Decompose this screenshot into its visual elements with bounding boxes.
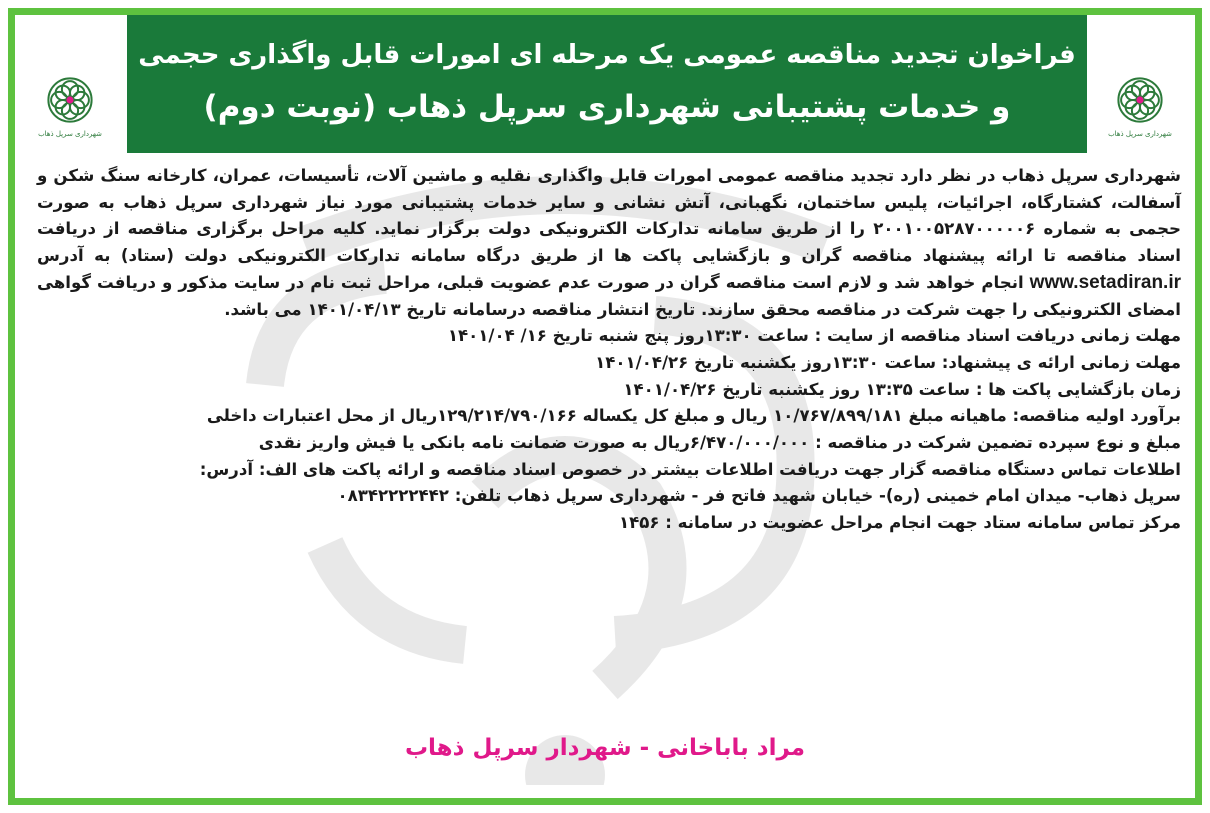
support-center-line: مرکز تماس سامانه ستاد جهت انجام مراحل عضویت در سامانه : ۱۴۵۶ — [618, 513, 1181, 533]
logo-caption: شهرداری سرپل ذهاب — [38, 130, 102, 138]
paragraph-part-2: انجام خواهد شد و لازم است مناقصه گران در صورت عدم عضویت قبلی، مراحل ثبت نام در سایت مذکور و دریافت گواهی امضای الکترونیکی را جهت شرکت در مناقصه محقق سازند. تاریخ انتشار مناقصه درسامانه تاریخ ۱۴۰۱/۰۴/۱۳ می باشد. — [37, 272, 1181, 319]
main-paragraph — [37, 163, 1181, 323]
document-deadline-line: مهلت زمانی دریافت اسناد مناقصه از سایت : ساعت ۱۳:۳۰روز پنج شنبه تاریخ ۱۶/ ۱۴۰۱/۰۴ — [447, 326, 1181, 346]
municipality-logo-right — [1107, 73, 1173, 151]
announcement-body — [37, 163, 1181, 537]
flower-logo-icon — [43, 73, 97, 127]
opening-time-line: زمان بازگشایی پاکت ها : ساعت ۱۳:۳۵ روز یکشنبه تاریخ ۱۴۰۱/۰۴/۲۶ — [623, 379, 1181, 399]
mayor-signature: مراد باباخانی - شهردار سرپل ذهاب — [404, 735, 806, 761]
proposal-deadline-line: مهلت زمانی ارائه ی پیشنهاد: ساعت ۱۳:۳۰روز یکشنبه تاریخ ۱۴۰۱/۰۴/۲۶ — [595, 352, 1181, 372]
municipality-logo-left — [37, 73, 103, 151]
title-line-2: و خدمات پشتیبانی شهرداری سرپل ذهاب (نوبت دوم) — [203, 88, 1011, 125]
website-link[interactable]: www.setadiran.ir — [1029, 271, 1182, 293]
deposit-line: مبلغ و نوع سپرده تضمین شرکت در مناقصه : ۶/۴۷۰/۰۰۰/۰۰۰ریال به صورت ضمانت نامه بانکی یا فیش واریز نقدی — [258, 433, 1181, 453]
estimate-line: برآورد اولیه مناقصه: ماهیانه مبلغ ۱۰/۷۶۷/۸۹۹/۱۸۱ ریال و مبلغ کل یکساله ۱۲۹/۲۱۴/۷۹۰/۱۶۶ریال از محل اعتبارات داخلی — [206, 406, 1181, 426]
logo-caption: شهرداری سرپل ذهاب — [1108, 130, 1172, 138]
paragraph-part-1: شهرداری سرپل ذهاب در نظر دارد تجدید مناقصه عمومی امورات قابل واگذاری نقلیه و ماشین آلات، تأسیسات، عمران، کارخانه سنگ شکن و آسفالت، کشتارگاه، اجرائیات، پلیس ساختمان، نگهبانی، آتش نشانی و سایر خدمات پشتیبانی مورد نیاز شهرداری سرپل ذهاب به صورت حجمی به شماره ۲۰۰۱۰۰۵۲۸۷۰۰۰۰۰۶ را از طریق سامانه تدارکات الکترونیکی دولت برگزار نماید. کلیه مراحل برگزاری مناقصه از دریافت اسناد مناقصه تا ارائه پیشنهاد مناقصه گران و بازگشایی پاکت ها از طریق درگاه سامانه تدارکات الکترونیکی دولت (ستاد) به آدرس — [37, 166, 1182, 266]
announcement-frame — [8, 8, 1202, 805]
flower-logo-icon — [1113, 73, 1167, 127]
title-banner — [127, 8, 1087, 153]
title-line-1: فراخوان تجدید مناقصه عمومی یک مرحله ای امورات قابل واگذاری حجمی — [138, 39, 1076, 70]
address-phone-line: سرپل ذهاب- میدان امام خمینی (ره)- خیابان شهید فاتح فر - شهرداری سرپل ذهاب تلفن: ۰۸۳۴۲۲۲۲۴۴۲ — [337, 486, 1181, 506]
contact-info-line: اطلاعات تماس دستگاه مناقصه گزار جهت دریافت اطلاعات بیشتر در خصوص اسناد مناقصه و ارائه پاکت های الف: آدرس: — [199, 459, 1181, 479]
